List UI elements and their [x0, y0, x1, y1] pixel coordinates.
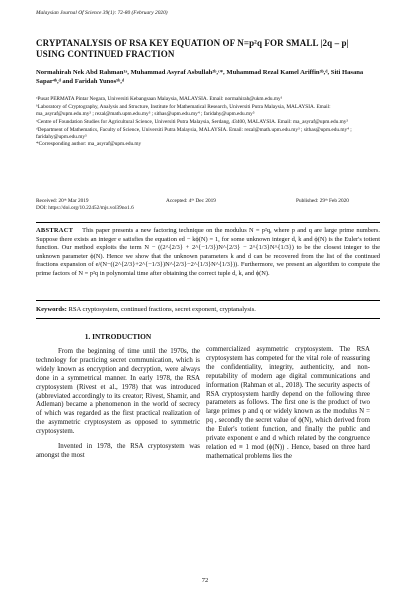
author-list: Normahirah Nek Abd Rahman¹ᵃ, Muhammad Asyraf Asbullah²ᵇ,ᶜ*, Muhammad Rezal Kamel Ariffin³ᵇ,ᵈ, Siti Hasana Sapar⁴ᵇ,ᵈ and Faridah Yunos⁵ᵇ,ᵈ: [36, 69, 364, 85]
keywords: [36, 306, 380, 313]
abstract-bottom-rule: [36, 300, 380, 301]
doi-link[interactable]: DOI: https://doi.org/10.22452/mjs.vol39no1.6: [36, 205, 134, 211]
abstract-label: ABSTRACT: [36, 227, 74, 234]
article-dates: [36, 198, 380, 212]
page-number: 72: [201, 577, 209, 584]
keywords-label: Keywords:: [36, 306, 67, 313]
affiliation-b: ᵇLaboratory of Cryptography, Analysis and Structure, Institute for Mathematical Research, Universiti Putra Malaysia, MALAYSIA. Email: ma_asyraf@upm.edu.my² ; rezal@math.upm.edu.my³ ; sithas@upm.edu.my⁴ ; faridahy@upm.edu.my⁵: [36, 103, 331, 117]
affiliation-d: ᵈDepartment of Mathematics, Faculty of Science, Universiti Putra Malaysia, MALAYSIA. Email: rezal@math.upm.edu.my³ ; sithas@upm.edu.my⁴ ; faridahy@upm.edu.my⁵: [36, 126, 352, 140]
corresponding-author: *Corresponding author: ma_asyraf@upm.edu.my: [36, 141, 142, 148]
section-heading-introduction: 1. INTRODUCTION: [84, 332, 152, 341]
affiliation-a: ᵃPusat PERMATA Pintar Negara, Universiti Kebangsaan Malaysia, MALAYSIA. Email: normahirah@ukm.edu.my¹: [36, 96, 283, 102]
published-date: Published: 29ᵗʰ Feb 2020: [296, 198, 349, 204]
received-date: Received: 20ᵗʰ Mar 2019: [36, 198, 89, 204]
paper-title: CRYPTANALYSIS OF RSA KEY EQUATION OF N=p²q FOR SMALL |2q – p| USING CONTINUED FRACTION: [36, 38, 349, 59]
intro-paragraph-continued: commercialized asymmetric cryptosystem. The RSA cryptosystem has competed for the vital role of reassuring the confidentiality, integrity, authenticity, and non-reputability of modern age digital communications and information (Rahman et al., 2018). The security aspects of RSA cryptosystem hardly depend on the following three parameters as follows. The first one is the product of two large primes p and q or widely known as the modulus N = pq , secondly the secret value of ϕ(N), which derived from the Euler's totient function, and finally the public and private exponent e and d which related by the congruence relation ed ≡ 1 mod (ϕ(N)) . Hence, based on three hard mathematical problems lies the: [206, 346, 370, 460]
abstract-text: This paper presents a new factoring technique on the modulus N = p²q, where p and q are large prime numbers. Suppose there exists an integer e satisfies the equation ed − kϕ(N) = 1, for some unknown integer d, k and ϕ(N) is the Euler's totient function. Our method exploits the term N − ((2^{2/3} + 2^{−1/3})N^{2/3} − 2^{1/3}N^{1/3}) to be the closest integer to the unknown parameter ϕ(N). Hence we show that the unknown parameters k and d can be recovered from the list of the continued fractions expansion of e/(N−((2^{2/3}+2^{−1/3})N^{2/3}−2^{1/3}N^{1/3})). Furthermore, we present an algorithm to compute the prime factors of N = p²q in polynomial time after obtaining the correct tuple d, k, and ϕ(N).: [36, 227, 380, 277]
affiliation-c: ᶜCentre of Foundation Studies for Agricultural Science, Universiti Putra Malaysia, Serdang, 43400, MALAYSIA. Email: ma_asyraf@upm.edu.my²: [36, 118, 348, 125]
running-head: Malaysian Journal Of Science 39(1): 72-80 (February 2020): [36, 10, 168, 16]
intro-paragraph-2: Invented in 1978, the RSA cryptosystem was amongst the most: [36, 443, 200, 459]
left-column: [36, 348, 200, 467]
abstract-top-rule: [36, 222, 380, 223]
keywords-text: RSA cryptosystem, continued fractions, secret exponent, cryptanalysis.: [68, 306, 256, 313]
right-column: [206, 346, 370, 468]
accepted-date: Accepted: 4ᵗʰ Dec 2019: [166, 198, 216, 204]
keywords-rule: [36, 318, 380, 319]
affiliations: [36, 96, 380, 149]
abstract: [36, 227, 380, 278]
intro-paragraph-1: From the beginning of time until the 1970s, the technology for practicing secret communication, which is widely known as encryption and decryption, were always done in a symmetrical manner. In early 1978, the RSA cryptosystem (Rivest et al., 1978) that was introduced (abbreviated accordingly to its creator; Rivest, Shamir, and Adleman) became a phenomenon in the world of secrecy of which was regarded as the first practical realization of the asymmetric cryptosystem as opposed to symmetric cryptosystem.: [36, 348, 200, 436]
